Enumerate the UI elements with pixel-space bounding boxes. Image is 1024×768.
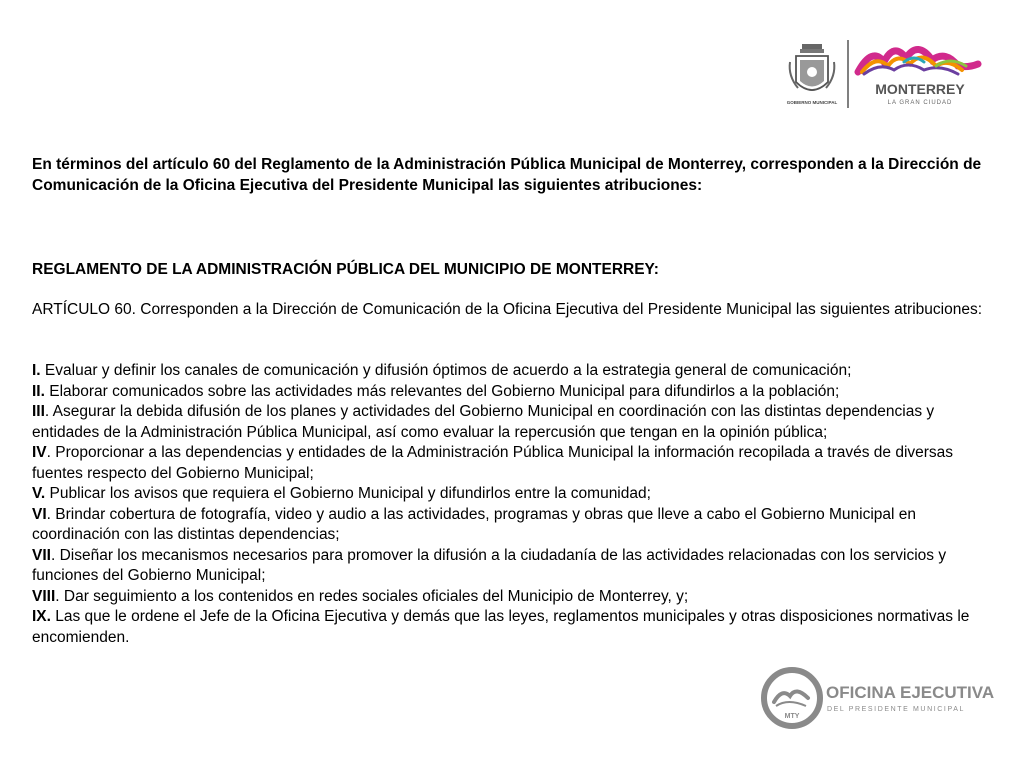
monterrey-logo-graphic [786,36,986,112]
brand-tagline: LA GRAN CIUDAD [887,100,953,106]
item-number: III [32,403,45,420]
mountains-icon [858,49,978,74]
list-item [32,361,992,382]
coat-of-arms-icon [790,44,835,90]
regulation-title: REGLAMENTO DE LA ADMINISTRACIÓN PÚBLICA DEL MUNICIPIO DE MONTERREY: [32,261,659,278]
item-number: IV [32,444,47,461]
item-number: VIII [32,587,56,605]
item-number: IX. [32,608,51,625]
attributions-list [32,361,992,648]
article-60-text: ARTÍCULO 60. Corresponden a la Dirección de Comunicación de la Oficina Ejecutiva del Presidente Municipal las siguientes atribuciones: [32,301,983,318]
list-item [32,484,992,505]
list-item [32,382,992,403]
header-logo [786,36,986,112]
emblem-caption: MTY [784,713,800,720]
item-text: Elaborar comunicados sobre las actividades más relevantes del Gobierno Municipal para difundirlos a la población; [44,382,840,400]
item-number: V. [32,485,46,502]
oficina-ejecutiva-logo-graphic [760,666,1010,730]
item-number: VII [32,546,51,564]
list-item [32,402,992,443]
item-number: II. [32,382,45,400]
item-number: VI [32,505,47,523]
brand-name: MONTERREY [875,81,965,97]
item-text: . Brindar cobertura de fotografía, video y audio a las actividades, programas y obras que lleve a cabo el Gobierno Municipal en coordinación con las distintas dependencias; [32,505,917,543]
office-subtitle: DEL PRESIDENTE MUNICIPAL [827,706,965,713]
item-text: Evaluar y definir los canales de comunicación y difusión óptimos de acuerdo a la estrategia general de comunicación; [40,362,852,379]
footer-logo [760,666,1010,730]
item-text: Publicar los avisos que requiera el Gobierno Municipal y difundirlos entre la comunidad; [45,485,651,502]
item-text: Las que le ordene el Jefe de la Oficina Ejecutiva y demás que las leyes, reglamentos municipales y otras disposiciones normativas le encomienden. [32,608,970,646]
list-item [32,587,992,608]
item-text: . Proporcionar a las dependencias y entidades de la Administración Pública Municipal la información recopilada a través de diversas fuentes respecto del Gobierno Municipal; [32,444,954,482]
list-item [32,546,992,587]
item-text: . Asegurar la debida difusión de los planes y actividades del Gobierno Municipal en coordinación con las distintas dependencias y entidades de la Administración Pública Municipal, así como evaluar la repercusión que tengan en la opinión pública; [32,403,935,441]
seal-caption: GOBIERNO MUNICIPAL [786,100,838,105]
item-number: I. [32,362,41,379]
item-text: . Diseñar los mecanismos necesarios para promover la difusión a la ciudadanía de las actividades relacionadas con los servicios y funciones del Gobierno Municipal; [32,546,947,584]
list-item [32,443,992,484]
list-item [32,505,992,546]
intro-paragraph: En términos del artículo 60 del Reglamento de la Administración Pública Municipal de Monterrey, corresponden a la Dirección de Comunicación de la Oficina Ejecutiva del Presidente Municipal las siguientes atribuciones: [32,156,982,194]
office-name: OFICINA EJECUTIVA [826,683,995,702]
item-text: . Dar seguimiento a los contenidos en redes sociales oficiales del Municipio de Monterrey, y; [55,587,689,605]
list-item [32,607,992,648]
